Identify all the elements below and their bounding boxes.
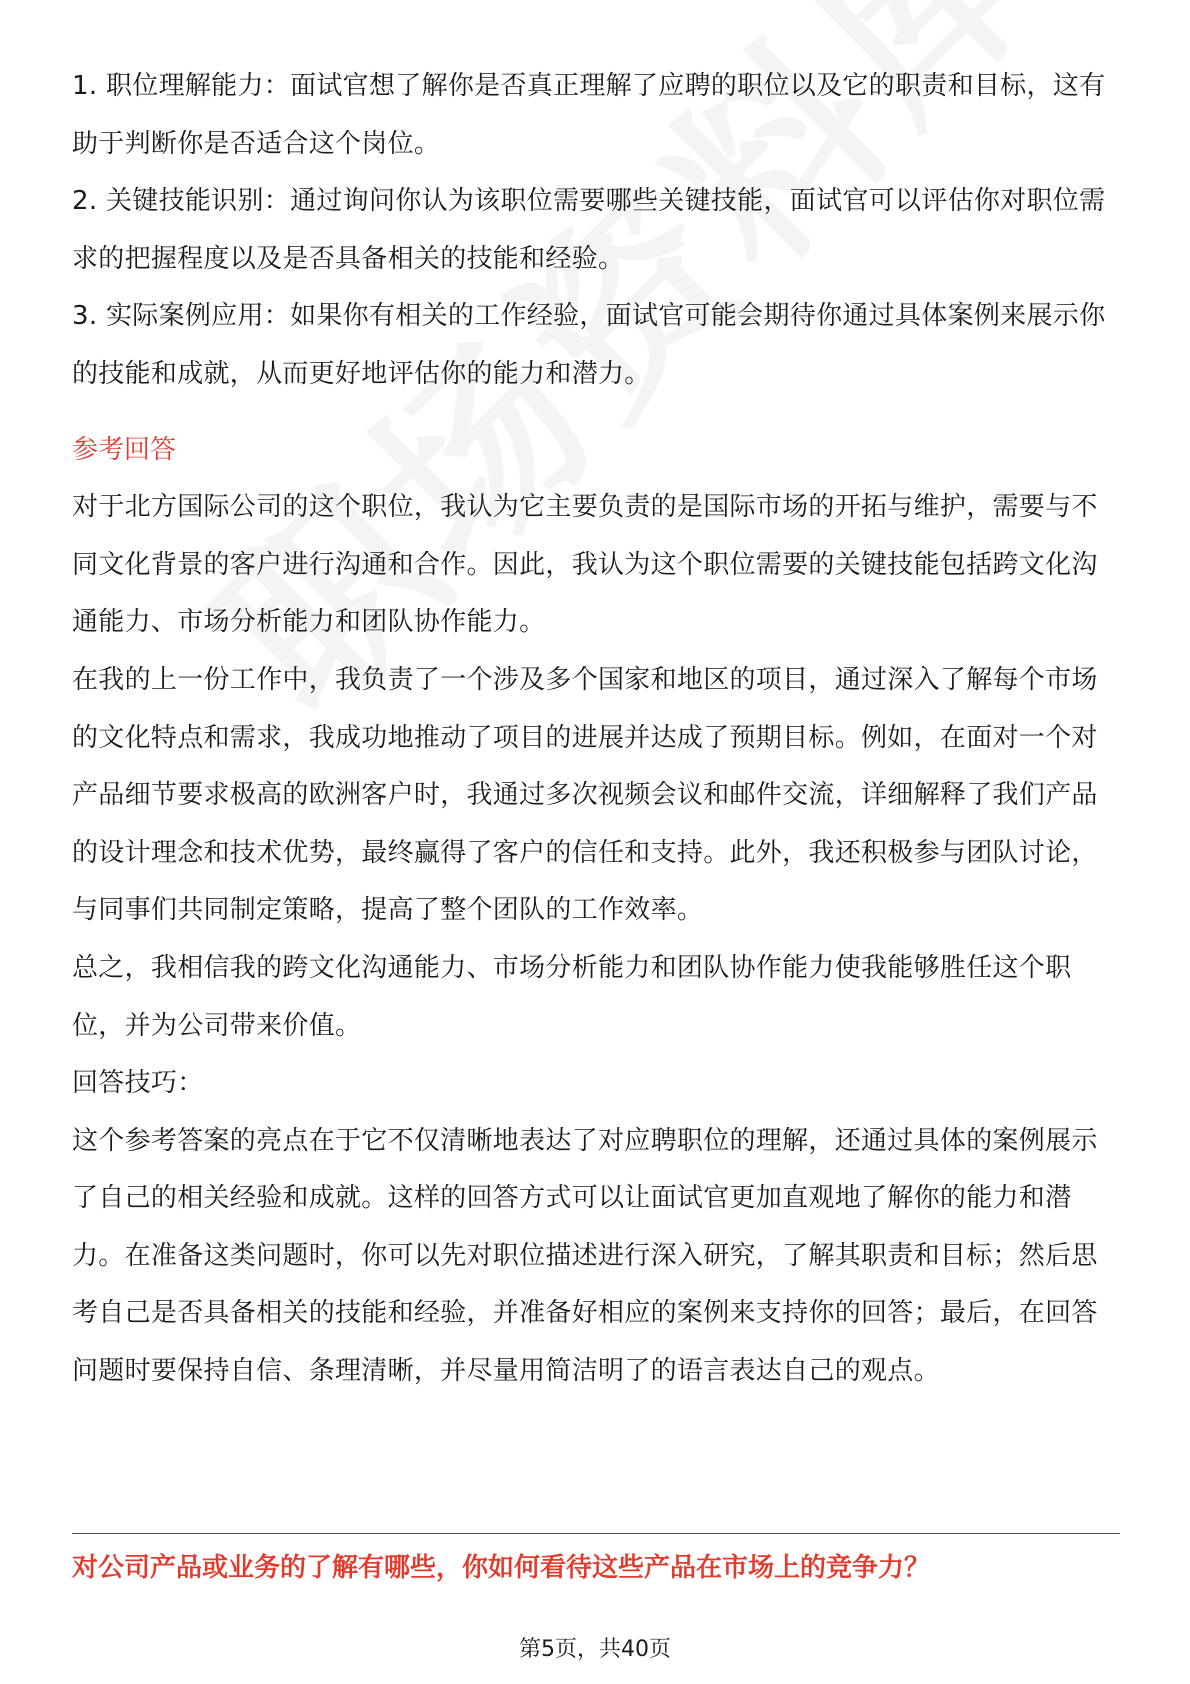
reference-answer-heading: 参考回答 [72,434,177,465]
page-footer: 第5页，共40页 [519,1637,671,1662]
section-divider [72,1533,1120,1534]
tips-text: 这个参考答案的亮点在于它不仅清晰地表达了对应聘职位的理解，还通过具体的案例展示了自己的相关经验和成就。这样的回答方式可以让面试官更加直观地了解你的能力和潜力。在准备这类问题时，你可以先对职位描述进行深入研究，了解其职责和目标；然后思考自己是否具备相关的技能和经验，并准备好相应的案例来支持你的回答；最后，在回答问题时要保持自信、条理清晰，并尽量用简洁明了的语言表达自己的观点。 [72,1125,1098,1387]
intro-point: 3. 实际案例应用：如果你有相关的工作经验，面试官可能会期待你通过具体案例来展示你的技能和成就，从而更好地评估你的能力和潜力。 [72,301,1106,389]
reference-paragraph: 在我的上一份工作中，我负责了一个涉及多个国家和地区的项目，通过深入了解每个市场的文化特点和需求，我成功地推动了项目的进展并达成了预期目标。例如，在面对一个对产品细节要求极高的欧洲客户时，我通过多次视频会议和邮件交流，详细解释了我们产品的设计理念和技术优势，最终赢得了客户的信任和支持。此外，我还积极参与团队讨论，与同事们共同制定策略，提高了整个团队的工作效率。 [72,664,1098,926]
intro-point: 1. 职位理解能力：面试官想了解你是否真正理解了应聘的职位以及它的职责和目标，这有助于判断你是否适合这个岗位。 [72,71,1106,159]
next-question-heading: 对公司产品或业务的了解有哪些，你如何看待这些产品在市场上的竞争力？ [72,1553,931,1583]
document-body [72,58,1120,1401]
tips-label: 回答技巧： [72,1068,204,1099]
reference-paragraph: 总之，我相信我的跨文化沟通能力、市场分析能力和团队协作能力使我能够胜任这个职位，并为公司带来价值。 [72,952,1072,1041]
reference-paragraph: 对于北方国际公司的这个职位，我认为它主要负责的是国际市场的开拓与维护，需要与不同文化背景的客户进行沟通和合作。因此，我认为这个职位需要的关键技能包括跨文化沟通能力、市场分析能力和团队协作能力。 [72,492,1098,638]
intro-points [72,58,1120,404]
intro-point: 2. 关键技能识别：通过询问你认为该职位需要哪些关键技能，面试官可以评估你对职位需求的把握程度以及是否具备相关的技能和经验。 [72,186,1106,274]
